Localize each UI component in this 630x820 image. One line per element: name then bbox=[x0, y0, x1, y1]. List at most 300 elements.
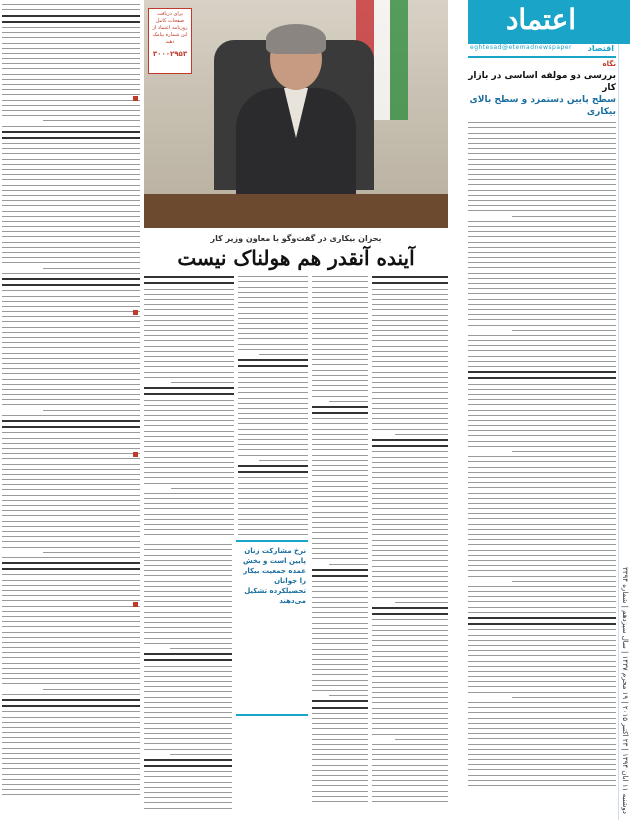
text-line bbox=[372, 472, 448, 473]
text-line bbox=[2, 647, 140, 648]
text-line bbox=[2, 515, 140, 516]
text-line bbox=[238, 307, 308, 308]
text-line bbox=[312, 276, 368, 277]
text-line bbox=[372, 429, 448, 430]
story-column-b bbox=[312, 272, 368, 816]
text-line bbox=[312, 785, 368, 786]
text-line bbox=[468, 544, 616, 545]
text-line bbox=[144, 627, 232, 628]
text-line bbox=[2, 379, 140, 380]
text-line bbox=[238, 377, 308, 378]
text-line bbox=[372, 791, 448, 792]
text-line bbox=[468, 262, 616, 263]
text-line bbox=[2, 100, 140, 101]
text-line bbox=[468, 635, 616, 636]
text-line bbox=[372, 387, 448, 388]
text-line bbox=[238, 477, 308, 478]
text-line bbox=[312, 680, 368, 681]
text-line bbox=[372, 299, 448, 300]
text-line bbox=[372, 666, 448, 667]
desk-shape bbox=[144, 194, 448, 228]
text-line bbox=[2, 711, 140, 712]
text-line bbox=[2, 84, 140, 85]
text-line bbox=[312, 728, 368, 729]
text-line bbox=[372, 445, 448, 447]
promo-text: برای دریافت صفحات کامل روزنامه اعتماد از این شماره پیامک دهید bbox=[152, 11, 188, 45]
text-line bbox=[144, 676, 232, 677]
text-line bbox=[238, 408, 308, 409]
text-line bbox=[144, 410, 234, 411]
text-line bbox=[312, 591, 368, 592]
text-line bbox=[312, 418, 368, 419]
text-line bbox=[468, 425, 616, 426]
text-line bbox=[2, 37, 140, 38]
text-line bbox=[372, 560, 448, 561]
text-line bbox=[144, 728, 232, 729]
text-line bbox=[312, 581, 368, 582]
section-email: eghtesad@etemadnewspaper bbox=[470, 44, 573, 51]
text-line bbox=[144, 671, 232, 672]
text-line bbox=[372, 320, 448, 321]
text-line bbox=[144, 586, 232, 587]
text-line bbox=[512, 697, 616, 698]
text-line bbox=[372, 392, 448, 393]
text-line bbox=[2, 727, 140, 728]
text-line bbox=[144, 299, 234, 300]
text-line bbox=[2, 143, 140, 144]
text-line bbox=[372, 356, 448, 357]
text-line bbox=[329, 564, 368, 565]
text-line bbox=[2, 600, 140, 601]
text-line bbox=[144, 617, 232, 618]
text-line bbox=[2, 190, 140, 191]
column-label: نگاه bbox=[602, 60, 616, 68]
text-line bbox=[312, 538, 368, 539]
text-line bbox=[468, 278, 616, 279]
bullet-square bbox=[133, 310, 138, 315]
text-line bbox=[2, 443, 140, 444]
text-line bbox=[2, 432, 140, 433]
text-line bbox=[144, 335, 234, 336]
story-kicker: بحران بیکاری در گفت‌وگو با معاون وزیر کار bbox=[210, 234, 382, 243]
text-line bbox=[372, 294, 448, 295]
text-line bbox=[372, 581, 448, 582]
text-line bbox=[312, 481, 368, 482]
text-line bbox=[468, 325, 616, 326]
text-line bbox=[372, 508, 448, 509]
text-line bbox=[238, 534, 308, 535]
text-line bbox=[238, 423, 308, 424]
text-line bbox=[468, 493, 616, 494]
text-line bbox=[372, 555, 448, 556]
text-line bbox=[372, 340, 448, 341]
text-line bbox=[372, 687, 448, 688]
text-line bbox=[2, 794, 140, 795]
text-line bbox=[468, 361, 616, 362]
text-line bbox=[2, 242, 140, 243]
text-line bbox=[372, 630, 448, 631]
text-line bbox=[312, 759, 368, 760]
sms-promo-box bbox=[148, 8, 192, 74]
text-line bbox=[468, 456, 616, 457]
text-line bbox=[372, 457, 448, 458]
text-line bbox=[372, 550, 448, 551]
text-line bbox=[2, 668, 140, 669]
text-line bbox=[312, 344, 368, 345]
text-line bbox=[2, 137, 140, 139]
text-line bbox=[468, 420, 616, 421]
text-line bbox=[2, 226, 140, 227]
text-line bbox=[312, 375, 368, 376]
bullet-square bbox=[133, 602, 138, 607]
text-line bbox=[2, 384, 140, 385]
text-line bbox=[238, 338, 308, 339]
text-line bbox=[468, 283, 616, 284]
masthead-divider bbox=[468, 56, 616, 58]
text-line bbox=[144, 782, 232, 783]
text-line bbox=[312, 754, 368, 755]
left-column-body bbox=[2, 0, 140, 816]
text-line bbox=[468, 267, 616, 268]
text-line bbox=[2, 174, 140, 175]
text-line bbox=[468, 138, 616, 139]
text-line bbox=[144, 697, 232, 698]
text-line bbox=[238, 449, 308, 450]
text-line bbox=[238, 524, 308, 525]
text-line bbox=[312, 302, 368, 303]
text-line bbox=[372, 366, 448, 367]
text-line bbox=[312, 470, 368, 471]
text-line bbox=[238, 318, 308, 319]
text-line bbox=[468, 122, 616, 123]
text-line bbox=[144, 457, 234, 458]
text-line bbox=[312, 638, 368, 639]
text-line bbox=[43, 268, 140, 269]
text-line bbox=[144, 498, 234, 499]
text-line bbox=[312, 465, 368, 466]
text-line bbox=[512, 451, 616, 452]
text-line bbox=[2, 448, 140, 449]
text-line bbox=[238, 297, 308, 298]
text-line bbox=[2, 332, 140, 333]
text-line bbox=[372, 529, 448, 530]
text-line bbox=[2, 495, 140, 496]
text-line bbox=[468, 472, 616, 473]
text-line bbox=[468, 550, 616, 551]
text-line bbox=[238, 514, 308, 515]
text-line bbox=[312, 359, 368, 360]
text-line bbox=[2, 342, 140, 343]
text-line bbox=[144, 420, 234, 421]
text-line bbox=[468, 184, 616, 185]
text-line bbox=[312, 460, 368, 461]
text-line bbox=[2, 79, 140, 80]
text-line bbox=[2, 557, 140, 558]
text-line bbox=[372, 661, 448, 662]
text-line bbox=[144, 377, 234, 378]
text-line bbox=[468, 601, 616, 602]
text-line bbox=[2, 89, 140, 90]
story-headline: آینده آنقدر هم هولناک نیست bbox=[177, 246, 415, 270]
text-line bbox=[238, 465, 308, 467]
text-line bbox=[468, 190, 616, 191]
text-line bbox=[468, 195, 616, 196]
text-line bbox=[468, 153, 616, 154]
text-line bbox=[312, 734, 368, 735]
text-line bbox=[468, 410, 616, 411]
text-line bbox=[468, 164, 616, 165]
text-line bbox=[372, 309, 448, 310]
text-line bbox=[2, 399, 140, 400]
text-line bbox=[312, 690, 368, 691]
text-line bbox=[372, 785, 448, 786]
text-line bbox=[144, 519, 234, 520]
text-line bbox=[2, 683, 140, 684]
text-line bbox=[144, 570, 232, 571]
text-line bbox=[468, 775, 616, 776]
text-line bbox=[2, 58, 140, 59]
text-line bbox=[144, 346, 234, 347]
text-line bbox=[372, 493, 448, 494]
text-line bbox=[468, 681, 616, 682]
text-line bbox=[144, 787, 232, 788]
text-line bbox=[312, 674, 368, 675]
text-line bbox=[312, 307, 368, 308]
text-line bbox=[144, 446, 234, 447]
text-line bbox=[372, 398, 448, 399]
text-line bbox=[468, 503, 616, 504]
text-line bbox=[144, 691, 232, 692]
text-line bbox=[372, 749, 448, 750]
right-column bbox=[468, 60, 616, 820]
text-line bbox=[468, 477, 616, 478]
text-line bbox=[144, 808, 232, 809]
section-label: اقتصاد bbox=[587, 44, 614, 53]
text-line bbox=[312, 643, 368, 644]
text-line bbox=[238, 392, 308, 393]
text-line bbox=[144, 361, 234, 362]
text-line bbox=[2, 159, 140, 160]
text-line bbox=[372, 723, 448, 724]
text-line bbox=[468, 612, 616, 613]
text-line bbox=[144, 792, 232, 793]
text-line bbox=[312, 496, 368, 497]
text-line bbox=[2, 489, 140, 490]
dateline-text: دوشنبه ۱۱ ابان ۱۳۹۴ | ۲۳ اکتبر ۲۰۱۵ | ۱۹ محرم ۱۴۳۷ | سال سیزدهم | شماره ۳۳۹۴ bbox=[621, 567, 629, 814]
text-line bbox=[372, 759, 448, 760]
text-line bbox=[372, 796, 448, 797]
text-line bbox=[2, 484, 140, 485]
text-line bbox=[144, 802, 232, 803]
text-line bbox=[2, 368, 140, 369]
text-line bbox=[372, 770, 448, 771]
text-line bbox=[2, 311, 140, 312]
text-line bbox=[312, 553, 368, 554]
text-line bbox=[2, 663, 140, 664]
text-line bbox=[2, 458, 140, 459]
text-line bbox=[372, 780, 448, 781]
text-line bbox=[468, 733, 616, 734]
text-line bbox=[372, 775, 448, 776]
text-line bbox=[329, 695, 368, 696]
text-line bbox=[468, 389, 616, 390]
text-line bbox=[372, 540, 448, 541]
text-line bbox=[144, 612, 232, 613]
text-line bbox=[2, 236, 140, 237]
text-line bbox=[312, 287, 368, 288]
text-line bbox=[329, 401, 368, 402]
text-line bbox=[372, 519, 448, 520]
text-line bbox=[312, 380, 368, 381]
text-line bbox=[312, 338, 368, 339]
text-line bbox=[144, 366, 234, 367]
text-line bbox=[2, 262, 140, 263]
text-line bbox=[144, 340, 234, 341]
text-line bbox=[468, 686, 616, 687]
text-line bbox=[312, 713, 368, 714]
text-line bbox=[468, 586, 616, 587]
text-line bbox=[2, 541, 140, 542]
text-line bbox=[144, 294, 234, 295]
text-line bbox=[144, 534, 234, 535]
text-line bbox=[312, 370, 368, 371]
text-line bbox=[171, 488, 234, 489]
text-line bbox=[312, 297, 368, 298]
text-line bbox=[2, 15, 140, 17]
text-line bbox=[2, 247, 140, 248]
text-line bbox=[312, 628, 368, 629]
text-line bbox=[312, 775, 368, 776]
text-line bbox=[372, 498, 448, 499]
text-line bbox=[468, 340, 616, 341]
text-line bbox=[2, 74, 140, 75]
text-line bbox=[468, 671, 616, 672]
text-line bbox=[372, 377, 448, 378]
text-line bbox=[2, 110, 140, 111]
text-line bbox=[144, 356, 234, 357]
text-line bbox=[238, 365, 308, 367]
text-line bbox=[144, 289, 234, 290]
text-line bbox=[468, 555, 616, 556]
text-line bbox=[468, 744, 616, 745]
text-line bbox=[144, 659, 232, 661]
text-line bbox=[372, 571, 448, 572]
text-line bbox=[2, 505, 140, 506]
text-line bbox=[468, 356, 616, 357]
text-line bbox=[312, 406, 368, 408]
text-line bbox=[144, 503, 234, 504]
dateline-strip bbox=[618, 0, 630, 820]
text-line bbox=[238, 292, 308, 293]
text-line bbox=[372, 304, 448, 305]
text-line bbox=[468, 576, 616, 577]
text-line bbox=[372, 423, 448, 424]
text-line bbox=[238, 359, 308, 361]
bullet-square bbox=[133, 452, 138, 457]
text-line bbox=[312, 491, 368, 492]
text-line bbox=[312, 685, 368, 686]
text-line bbox=[2, 758, 140, 759]
text-line bbox=[2, 753, 140, 754]
text-line bbox=[468, 560, 616, 561]
text-line bbox=[144, 393, 234, 395]
text-line bbox=[312, 700, 368, 702]
text-line bbox=[144, 493, 234, 494]
text-line bbox=[2, 673, 140, 674]
text-line bbox=[2, 590, 140, 591]
text-line bbox=[144, 436, 234, 437]
text-line bbox=[372, 597, 448, 598]
text-line bbox=[238, 398, 308, 399]
text-line bbox=[312, 323, 368, 324]
text-line bbox=[2, 105, 140, 106]
text-line bbox=[312, 649, 368, 650]
text-line bbox=[2, 789, 140, 790]
text-line bbox=[144, 330, 234, 331]
text-line bbox=[238, 444, 308, 445]
text-line bbox=[238, 281, 308, 282]
text-line bbox=[144, 707, 232, 708]
text-line bbox=[395, 602, 448, 603]
text-line bbox=[144, 524, 234, 525]
text-line bbox=[2, 153, 140, 154]
text-line bbox=[312, 532, 368, 533]
text-line bbox=[43, 120, 140, 121]
text-line bbox=[312, 791, 368, 792]
text-line bbox=[312, 707, 368, 709]
text-line bbox=[312, 444, 368, 445]
text-line bbox=[144, 315, 234, 316]
text-line bbox=[468, 629, 616, 630]
text-line bbox=[259, 460, 308, 461]
text-line bbox=[372, 676, 448, 677]
text-line bbox=[2, 438, 140, 439]
text-line bbox=[2, 389, 140, 390]
text-line bbox=[468, 676, 616, 677]
text-line bbox=[144, 472, 234, 473]
text-line bbox=[312, 633, 368, 634]
text-line bbox=[2, 595, 140, 596]
text-line bbox=[144, 606, 232, 607]
text-line bbox=[372, 514, 448, 515]
text-line bbox=[468, 712, 616, 713]
text-line bbox=[2, 699, 140, 701]
text-line bbox=[468, 293, 616, 294]
text-line bbox=[238, 276, 308, 277]
text-line bbox=[144, 575, 232, 576]
text-line bbox=[2, 48, 140, 49]
text-line bbox=[259, 354, 308, 355]
text-line bbox=[468, 508, 616, 509]
text-line bbox=[468, 127, 616, 128]
text-line bbox=[468, 718, 616, 719]
text-line bbox=[144, 372, 234, 373]
text-line bbox=[2, 257, 140, 258]
text-line bbox=[372, 625, 448, 626]
text-line bbox=[312, 354, 368, 355]
text-line bbox=[468, 702, 616, 703]
text-line bbox=[2, 642, 140, 643]
text-line bbox=[372, 619, 448, 620]
text-line bbox=[468, 435, 616, 436]
text-line bbox=[312, 328, 368, 329]
text-line bbox=[312, 390, 368, 391]
text-line bbox=[468, 143, 616, 144]
text-line bbox=[2, 337, 140, 338]
text-line bbox=[2, 652, 140, 653]
promo-number: ۳۰۰۰۲۹۵۳ bbox=[152, 50, 188, 58]
text-line bbox=[2, 705, 140, 707]
